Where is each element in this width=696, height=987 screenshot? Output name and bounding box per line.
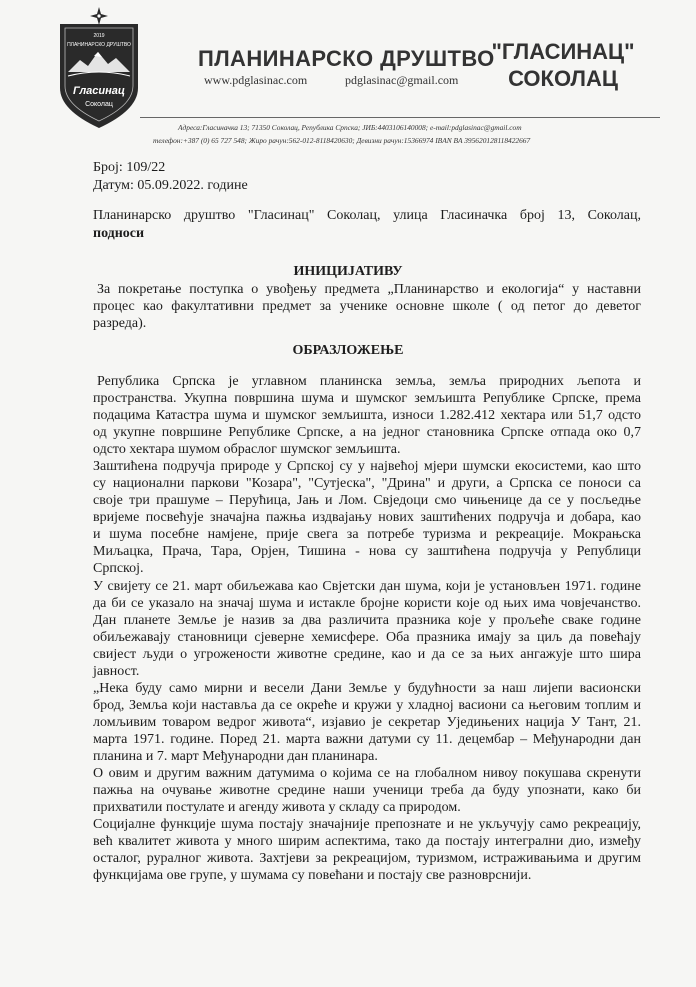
email-link[interactable]: pdglasinac@gmail.com	[345, 73, 459, 87]
letterhead-divider	[140, 117, 660, 118]
text-line: вријеме посвећује значајна пажња издвајању нових заштићених подручја и добара, као	[93, 510, 641, 525]
contact-bank-line: телефон:+387 (0) 65 727 548; Жиро рачун:562-012-8118420630; Девизни рачун:15366974 IBAN BA 395620128118422667	[153, 136, 531, 145]
text-line: брод, Земља који наставља да се окреће и кружи у хладној васиони са његовим топлим и	[93, 698, 641, 713]
text-line: Заштићена подручја природе у Српској су у највећој мјери шумски екосистеми, као што	[93, 459, 641, 474]
paragraph-quote	[93, 680, 641, 765]
text-line: од укупне површине Републике Српске, а на једног становника Српске отпада око 0,7	[93, 425, 641, 440]
text-line: марта 1971. године. Поред 21. марта важни датуми су 11. децембар – Међународни дан	[93, 732, 641, 747]
text-line: Социјалне функције шума постају значајније препознате и не укључују само рекреацију,	[93, 817, 641, 832]
explanation-heading: ОБРАЗЛОЖЕЊЕ	[292, 343, 404, 358]
text-line: функцијама ове групе, у шумама су повећани и постају све разноврснији.	[93, 868, 532, 883]
text-line: да би се указало на значај шума и истакле бројне користи које од њих има човјечанство.	[93, 596, 641, 611]
submitter-line: Планинарско друштво "Гласинац" Соколац, улица Гласиначка број 13, Соколац,	[93, 208, 641, 223]
text-line: Миљацка, Прача, Тара, Орјен, Тишина - нова су заштићена подручја у Републици	[93, 544, 641, 559]
org-city: СОКОЛАЦ	[508, 66, 618, 91]
text-line: пажња на очување животне средине наши ученици треба да буду упознати, како би	[93, 783, 641, 798]
text-line: јавност.	[93, 664, 140, 679]
text-line: У свијету се 21. март обиљежава као Свјетски дан шума, који је установљен 1971. године	[93, 579, 641, 594]
paragraph-social-functions	[93, 816, 641, 884]
logo-year: 2019	[93, 33, 105, 39]
text-line: планина и 7. март Међународни дан планинара.	[93, 749, 378, 764]
org-quoted-name: "ГЛАСИНАЦ"	[491, 39, 635, 64]
text-line: Дан планете Земље је назив за два различита празника које у прољеће сваке године	[93, 613, 641, 628]
text-line: одсто хектара шумом обраслог шумског земљишта.	[93, 442, 401, 457]
org-name-right	[488, 38, 638, 92]
text-line: подацима Катастра шума и шумског земљишта, износи 1.282.412 хектара или 51,7 одсто	[93, 408, 641, 423]
text-line: пространства. Укупна површина шума и шумског земљишта Републике Српске, према	[93, 391, 641, 406]
text-line: ломљивим товаром ведрог живота“, изјавио је секретар Уједињених нација У Тант, 21.	[93, 715, 641, 730]
initiative-heading: ИНИЦИЈАТИВУ	[293, 264, 403, 279]
text-line: процес као факултативни предмет за ученике основне школе ( од петог до деветог	[93, 299, 641, 314]
star-icon	[90, 7, 108, 25]
text-line: осталог, руралног живота. Захтјеви за рекреацијом, туризмом, истраживањима и другим	[93, 851, 641, 866]
logo-name: Гласинац	[73, 85, 125, 97]
initiative-paragraph	[93, 281, 641, 332]
org-name: ПЛАНИНАРСКО ДРУШТВО	[198, 46, 495, 71]
submits-word: подноси	[93, 226, 145, 241]
text-line: су национални паркови "Козара", "Сутјеска", "Дрина" и други, а Српска се поноси са	[93, 476, 641, 491]
contact-address-line: Адреса:Гласиначка 13; 71350 Соколац, Република Српска; ЈИБ:4403106140008; e-mail:pdglasinac@gmail.com	[178, 123, 522, 132]
text-line: и шума посебне намјене, прије свега за потребе туризма и рекреације. Мокрањска	[93, 527, 641, 542]
document-date: Датум: 05.09.2022. године	[93, 178, 248, 193]
text-line: За покретање поступка о увођењу предмета „Планинарство и екологија“ у наставни	[97, 282, 641, 297]
text-line: свијест људи о угрожености животне средине, као и да се за њих ангажује што шира	[93, 647, 641, 662]
website-link[interactable]: www.pdglasinac.com	[204, 73, 308, 87]
paragraph-protected-areas	[93, 458, 641, 577]
text-line: Република Српска је углавном планинска земља, земља природних љепота и	[97, 374, 641, 389]
text-line: већ квалитет живота у много ширим аспектима, тако да постају интегрални дио, између	[93, 834, 641, 849]
paragraph-days	[93, 578, 641, 680]
text-line: своје три прашуме – Перућица, Јањ и Лом. Свједоци смо чињенице да се у посљедње	[93, 493, 641, 508]
paragraph-students	[93, 765, 641, 816]
text-line: прихватили постулате и агенду живота у складу са природом.	[93, 800, 461, 815]
text-line: обиљежавају становници сјеверне хемисфере. Оба празника имају за циљ да повећају	[93, 630, 641, 645]
text-line: О овим и другим важним датумима о којима се на глобалном нивоу покушава скренути	[93, 766, 641, 781]
logo-city: Соколац	[85, 101, 113, 108]
text-line: Српској.	[93, 561, 144, 576]
logo-arc-text: ПЛАНИНАРСКО ДРУШТВО	[67, 42, 131, 48]
text-line: разреда).	[93, 316, 147, 331]
text-line: „Нека буду само мирни и весели Дани Земље у будућности за наш лијепи васионски	[93, 681, 641, 696]
document-number: Број: 109/22	[93, 160, 166, 175]
paragraph-forests	[93, 373, 641, 458]
club-logo	[56, 6, 142, 130]
